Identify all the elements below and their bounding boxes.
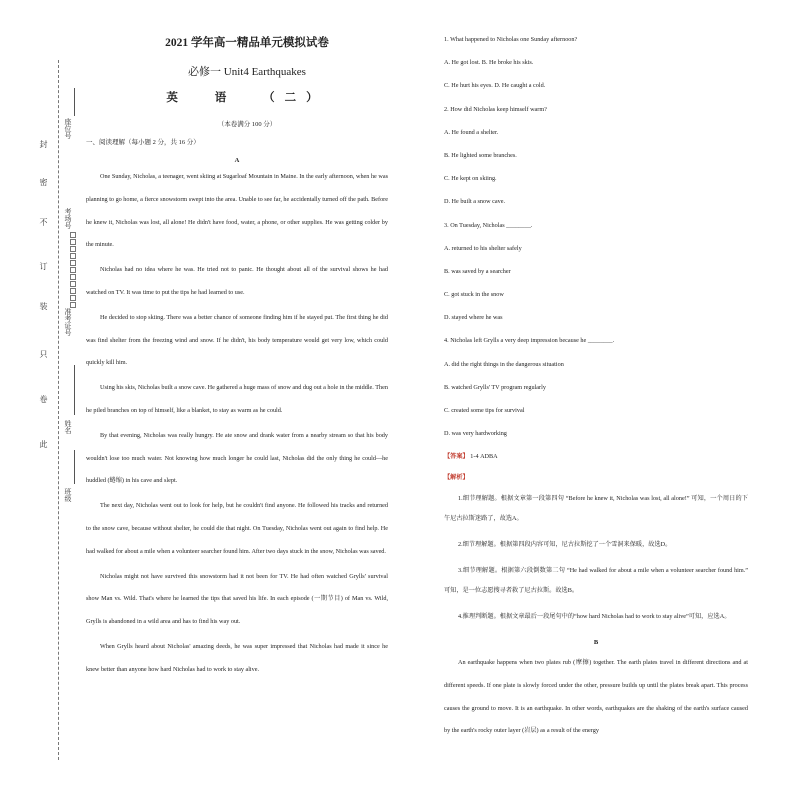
- passage-a-letter: A: [234, 157, 240, 164]
- seal-char: 封: [39, 140, 48, 148]
- question-option: C. He kept on skiing.: [444, 175, 497, 183]
- question-option: A. He found a shelter.: [444, 128, 499, 136]
- analysis-item: 3.细节理解题。根据第六段倒数第二句 “He had walked for about a mile when a volunteer searcher found him.” 可知，是一位志愿搜寻者救了尼古拉斯。故选B。: [444, 567, 748, 595]
- seal-char: 只: [39, 350, 48, 358]
- analysis-item: 4.推理判断题。根据文章最后一段尾句中的“how hard Nicholas had to work to stay alive”可知，应选A。: [458, 613, 731, 621]
- seal-char: 装: [39, 302, 48, 310]
- exam-id-boxes: [70, 232, 77, 309]
- seat-number-label: 座位号: [64, 118, 72, 139]
- question-stem: 4. Nicholas left Grylls a very deep impression because he ________.: [444, 337, 615, 345]
- analysis-tag: 【解析】: [444, 474, 469, 482]
- question-option: C. got stuck in the snow: [444, 291, 504, 299]
- question-stem: 3. On Tuesday, Nicholas ________.: [444, 221, 533, 229]
- question-option: B. He lighted some branches.: [444, 151, 517, 159]
- question-stem: 2. How did Nicholas keep himself warm?: [444, 105, 547, 113]
- seal-char: 卷: [39, 395, 48, 403]
- question-option: D. was very hardworking: [444, 430, 507, 438]
- question-option: C. created some tips for survival: [444, 407, 525, 414]
- full-score-note: （本卷满分 100 分）: [217, 121, 277, 128]
- passage-paragraph: He decided to stop skiing. There was a better chance of someone finding him if he stayed put. The first thing he did was find shelter from the freezing wind and snow. If he didn't, his body temperature would get very low, which could quickly kill him.: [86, 313, 388, 367]
- question-stem: 1. What happened to Nicholas one Sunday afternoon?: [444, 36, 578, 43]
- name-line: [74, 365, 75, 415]
- seal-dashed-line: [58, 60, 59, 760]
- exam-id-label: 准考证号: [64, 308, 72, 336]
- left-column: [86, 34, 388, 682]
- question-option: B. watched Grylls' TV program regularly: [444, 383, 546, 391]
- class-label: 班级: [64, 488, 72, 502]
- passage-paragraph: Nicholas had no idea where he was. He tried not to panic. He thought about all of the survival shows he had watched on TV. It was time to put the tips he had learned to use.: [86, 266, 388, 296]
- class-line: [74, 450, 75, 484]
- analysis-item: 2.细节理解题。根据第四段内容可知，尼古拉斯挖了一个雪洞来保暖，故选D。: [458, 541, 672, 549]
- passage-paragraph: The next day, Nicholas went out to look for help, but he couldn't find anyone. He followed his tracks and returned to the snow cave, because without shelter, he could die that night. On Tuesday, Nicholas went out again to find help. He had walked for about a mile when a volunteer searcher found him. After two days stuck in the snow, Nicholas was saved.: [86, 502, 388, 555]
- question-option: A. did the right things in the dangerous situation: [444, 360, 564, 368]
- section-heading: 一、阅读理解（每小题 2 分，共 16 分）: [86, 139, 200, 146]
- passage-paragraph: When Grylls heard about Nicholas' amazing deeds, he was super impressed that Nicholas had made it since he knew better than anyone how hard Nicholas had to work to stay alive.: [86, 642, 388, 673]
- exam-title: 2021 学年高一精品单元模拟试卷: [165, 37, 329, 49]
- question-option: C. He hurt his eyes. D. He caught a cold.: [444, 82, 546, 90]
- question-option: A. returned to his shelter safely: [444, 244, 522, 252]
- seal-char: 不: [39, 218, 48, 226]
- passage-paragraph: By that evening, Nicholas was really hungry. He ate snow and drank water from a nearby stream so that his body wouldn't lose too much water. Not knowing how much longer he could last, Nicholas did the only thing he could—he huddled (蜷缩) in his cave and slept.: [86, 431, 388, 485]
- seal-char: 订: [39, 262, 48, 270]
- passage-paragraph: Using his skis, Nicholas built a snow cave. He gathered a huge mass of snow and dug out a hole in the middle. Then he piled branches on top of himself, like a blanket, to stay as warm as he could.: [86, 384, 388, 414]
- binding-margin: [0, 0, 80, 794]
- exam-subtitle: 必修一 Unit4 Earthquakes: [188, 66, 306, 78]
- analysis-item: 1.细节理解题。根据文章第一段第四句 “Before he knew it, Nicholas was lost, all alone!” 可知，一个周日的下午尼古拉斯迷路了，故选A。: [444, 495, 748, 523]
- answer-tag: 【答案】: [444, 453, 469, 461]
- passage-paragraph: Nicholas might not have survived this snowstorm had it not been for TV. He had often watched Grylls' survival show Man vs. Wild. That's where he learned the tips that saved his life. In each episode (一期节目) of Man vs. Wild, Grylls is abandoned in a wild area and has to find his way out.: [86, 572, 388, 626]
- seat-number-line: [74, 88, 75, 116]
- seal-char: 此: [39, 440, 48, 448]
- question-option: D. He built a snow cave.: [444, 198, 505, 206]
- question-option: D. stayed where he was: [444, 314, 503, 322]
- question-option: B. was saved by a searcher: [444, 267, 511, 275]
- room-number-label: 考场号: [64, 208, 72, 229]
- answer-text: 1-4 ADBA: [470, 453, 498, 461]
- seal-char: 密: [39, 178, 48, 186]
- answer-line: [444, 451, 748, 460]
- exam-subject: 英 语 （二）: [166, 92, 328, 104]
- question-option: A. He got lost. B. He broke his skis.: [444, 59, 534, 67]
- right-column: [444, 34, 748, 743]
- passage-b-paragraph: An earthquake happens when two plates rub (摩擦) together. The earth plates travel in different directions and at different speeds. If one plate is slowly forced under the other, pressure builds up until the plates break apart. This process causes the ground to move. It is an earthquake. In other words, earthquakes are the shaking of the earth's surface caused by the earth's rocky outer layer (岩层) as a result of the energy: [444, 659, 748, 735]
- passage-b-letter: B: [593, 639, 599, 647]
- name-label: 姓名: [64, 420, 72, 434]
- passage-paragraph: One Sunday, Nicholas, a teenager, went skiing at Sugarloaf Mountain in Maine. In the early afternoon, when he was planning to go home, a fierce snowstorm swept into the area. Unable to see far, he accidentally turned off the path. Before he knew it, Nicholas was lost, all alone! He didn't have food, water, a phone, or other supplies. He was getting colder by the minute.: [86, 173, 388, 249]
